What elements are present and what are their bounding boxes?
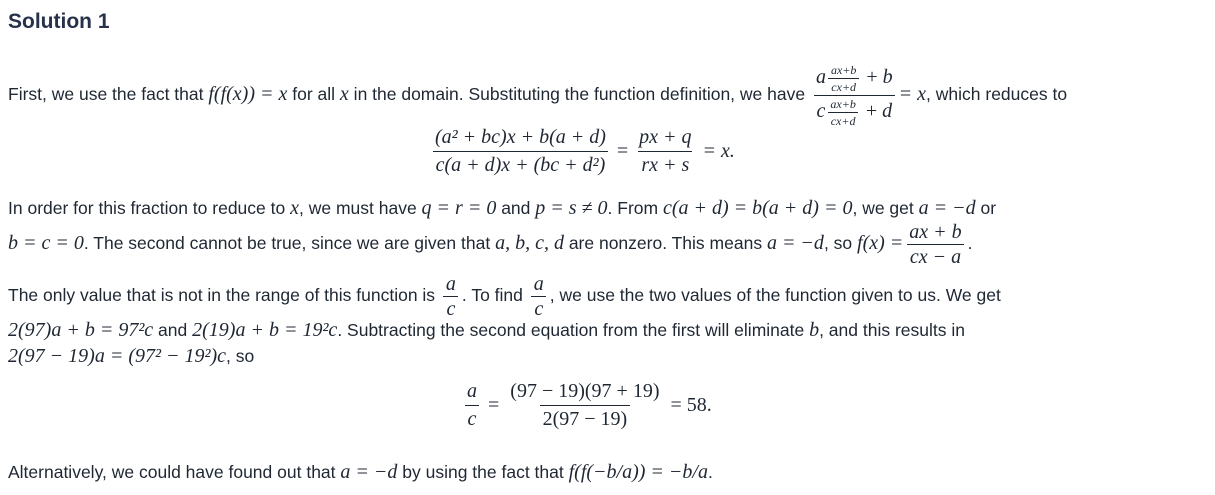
math-inline: 2(97)a + b = 97²c bbox=[8, 319, 154, 341]
text: by using the fact that bbox=[397, 462, 569, 482]
paragraph-3 bbox=[8, 222, 973, 267]
fraction: $\frac{a}{c}$ bbox=[531, 274, 547, 319]
paragraph-5 bbox=[8, 320, 965, 340]
math-inline: b bbox=[809, 319, 820, 341]
text: . bbox=[967, 233, 973, 254]
math-inline: b = c = 0 bbox=[8, 232, 84, 255]
equals: = bbox=[488, 394, 500, 416]
text: . From bbox=[607, 198, 663, 218]
text: , so bbox=[226, 346, 255, 366]
text: . Subtracting the second equation from the first will eliminate bbox=[337, 320, 810, 340]
nested-fraction: a $\frac{ax+b}{cx+d}$ + b c $\frac{ax+b}{cx+d}$ + d bbox=[813, 64, 896, 127]
text: and bbox=[496, 198, 536, 218]
paragraph-1 bbox=[8, 64, 1067, 127]
fraction: $\frac{a}{c}$ bbox=[464, 380, 480, 431]
math-inline: = 58. bbox=[670, 394, 712, 416]
paragraph-7 bbox=[8, 462, 713, 482]
text: . To find bbox=[461, 285, 528, 306]
text: Alternatively, we could have found out that bbox=[8, 462, 341, 482]
text: . The second cannot be true, since we are given that bbox=[83, 233, 496, 254]
math-inline: x bbox=[290, 197, 299, 219]
text: First, we use the fact that bbox=[8, 84, 209, 105]
text: . bbox=[707, 462, 713, 482]
text: , we get bbox=[852, 198, 919, 218]
text: , and this results in bbox=[819, 320, 965, 340]
math-inline: q = r = 0 bbox=[421, 197, 497, 219]
math-inline: 2(97 − 19)a = (97² − 19²)c bbox=[8, 345, 226, 367]
math-inline: p = s ≠ 0 bbox=[535, 197, 608, 219]
fraction: $\frac{(97 - 19)(97 + 19)}{2(97 - 19)}$ bbox=[510, 380, 660, 430]
text: or bbox=[975, 198, 997, 218]
text: , we must have bbox=[298, 198, 422, 218]
math-inline: f(x) = bbox=[857, 232, 904, 255]
fraction: $\frac{a}{c}$ bbox=[443, 274, 459, 319]
math-inline: f(f(x)) = x bbox=[208, 83, 288, 106]
text: , which reduces to bbox=[926, 84, 1068, 105]
math-inline: = x. bbox=[702, 140, 735, 162]
text: The only value that is not in the range of this function is bbox=[8, 285, 440, 306]
paragraph-6 bbox=[8, 346, 254, 366]
paragraph-2 bbox=[8, 198, 996, 218]
math-inline: 2(19)a + b = 19²c bbox=[192, 319, 338, 341]
math-inline: a = −d bbox=[766, 232, 824, 255]
fraction: $\frac{ax + b}{cx - a}$ bbox=[906, 222, 964, 267]
text: and bbox=[153, 320, 193, 340]
text: in the domain. Substituting the function definition, we have bbox=[348, 84, 810, 105]
text: , we use the two values of the function given to us. We get bbox=[549, 285, 1001, 306]
math-inline: a, b, c, d bbox=[495, 232, 564, 255]
math-inline: a = −d bbox=[340, 461, 398, 483]
display-equation-1 bbox=[424, 126, 735, 177]
math-inline: x bbox=[339, 83, 349, 106]
text: are nonzero. This means bbox=[563, 233, 767, 254]
fraction: $\frac{px + q}{rx + s}$ bbox=[639, 126, 692, 176]
fraction: $\frac{\text{(a² + bc)x + b(a + d)}}{\text{c(a + d)x + (bc + d²)}}$ bbox=[432, 126, 609, 177]
equals: = bbox=[616, 140, 629, 162]
math-inline: f(f(−b/a)) = −b/a bbox=[568, 461, 708, 483]
text: In order for this fraction to reduce to bbox=[8, 198, 291, 218]
solution-title: Solution 1 bbox=[8, 10, 110, 33]
math-inline: a = −d bbox=[918, 197, 976, 219]
display-equation-2 bbox=[456, 380, 712, 431]
text: for all bbox=[287, 84, 340, 105]
text: , so bbox=[823, 233, 858, 254]
paragraph-4 bbox=[8, 274, 1001, 319]
math-inline: c(a + d) = b(a + d) = 0 bbox=[662, 197, 853, 219]
math-inline: = x bbox=[898, 83, 927, 106]
